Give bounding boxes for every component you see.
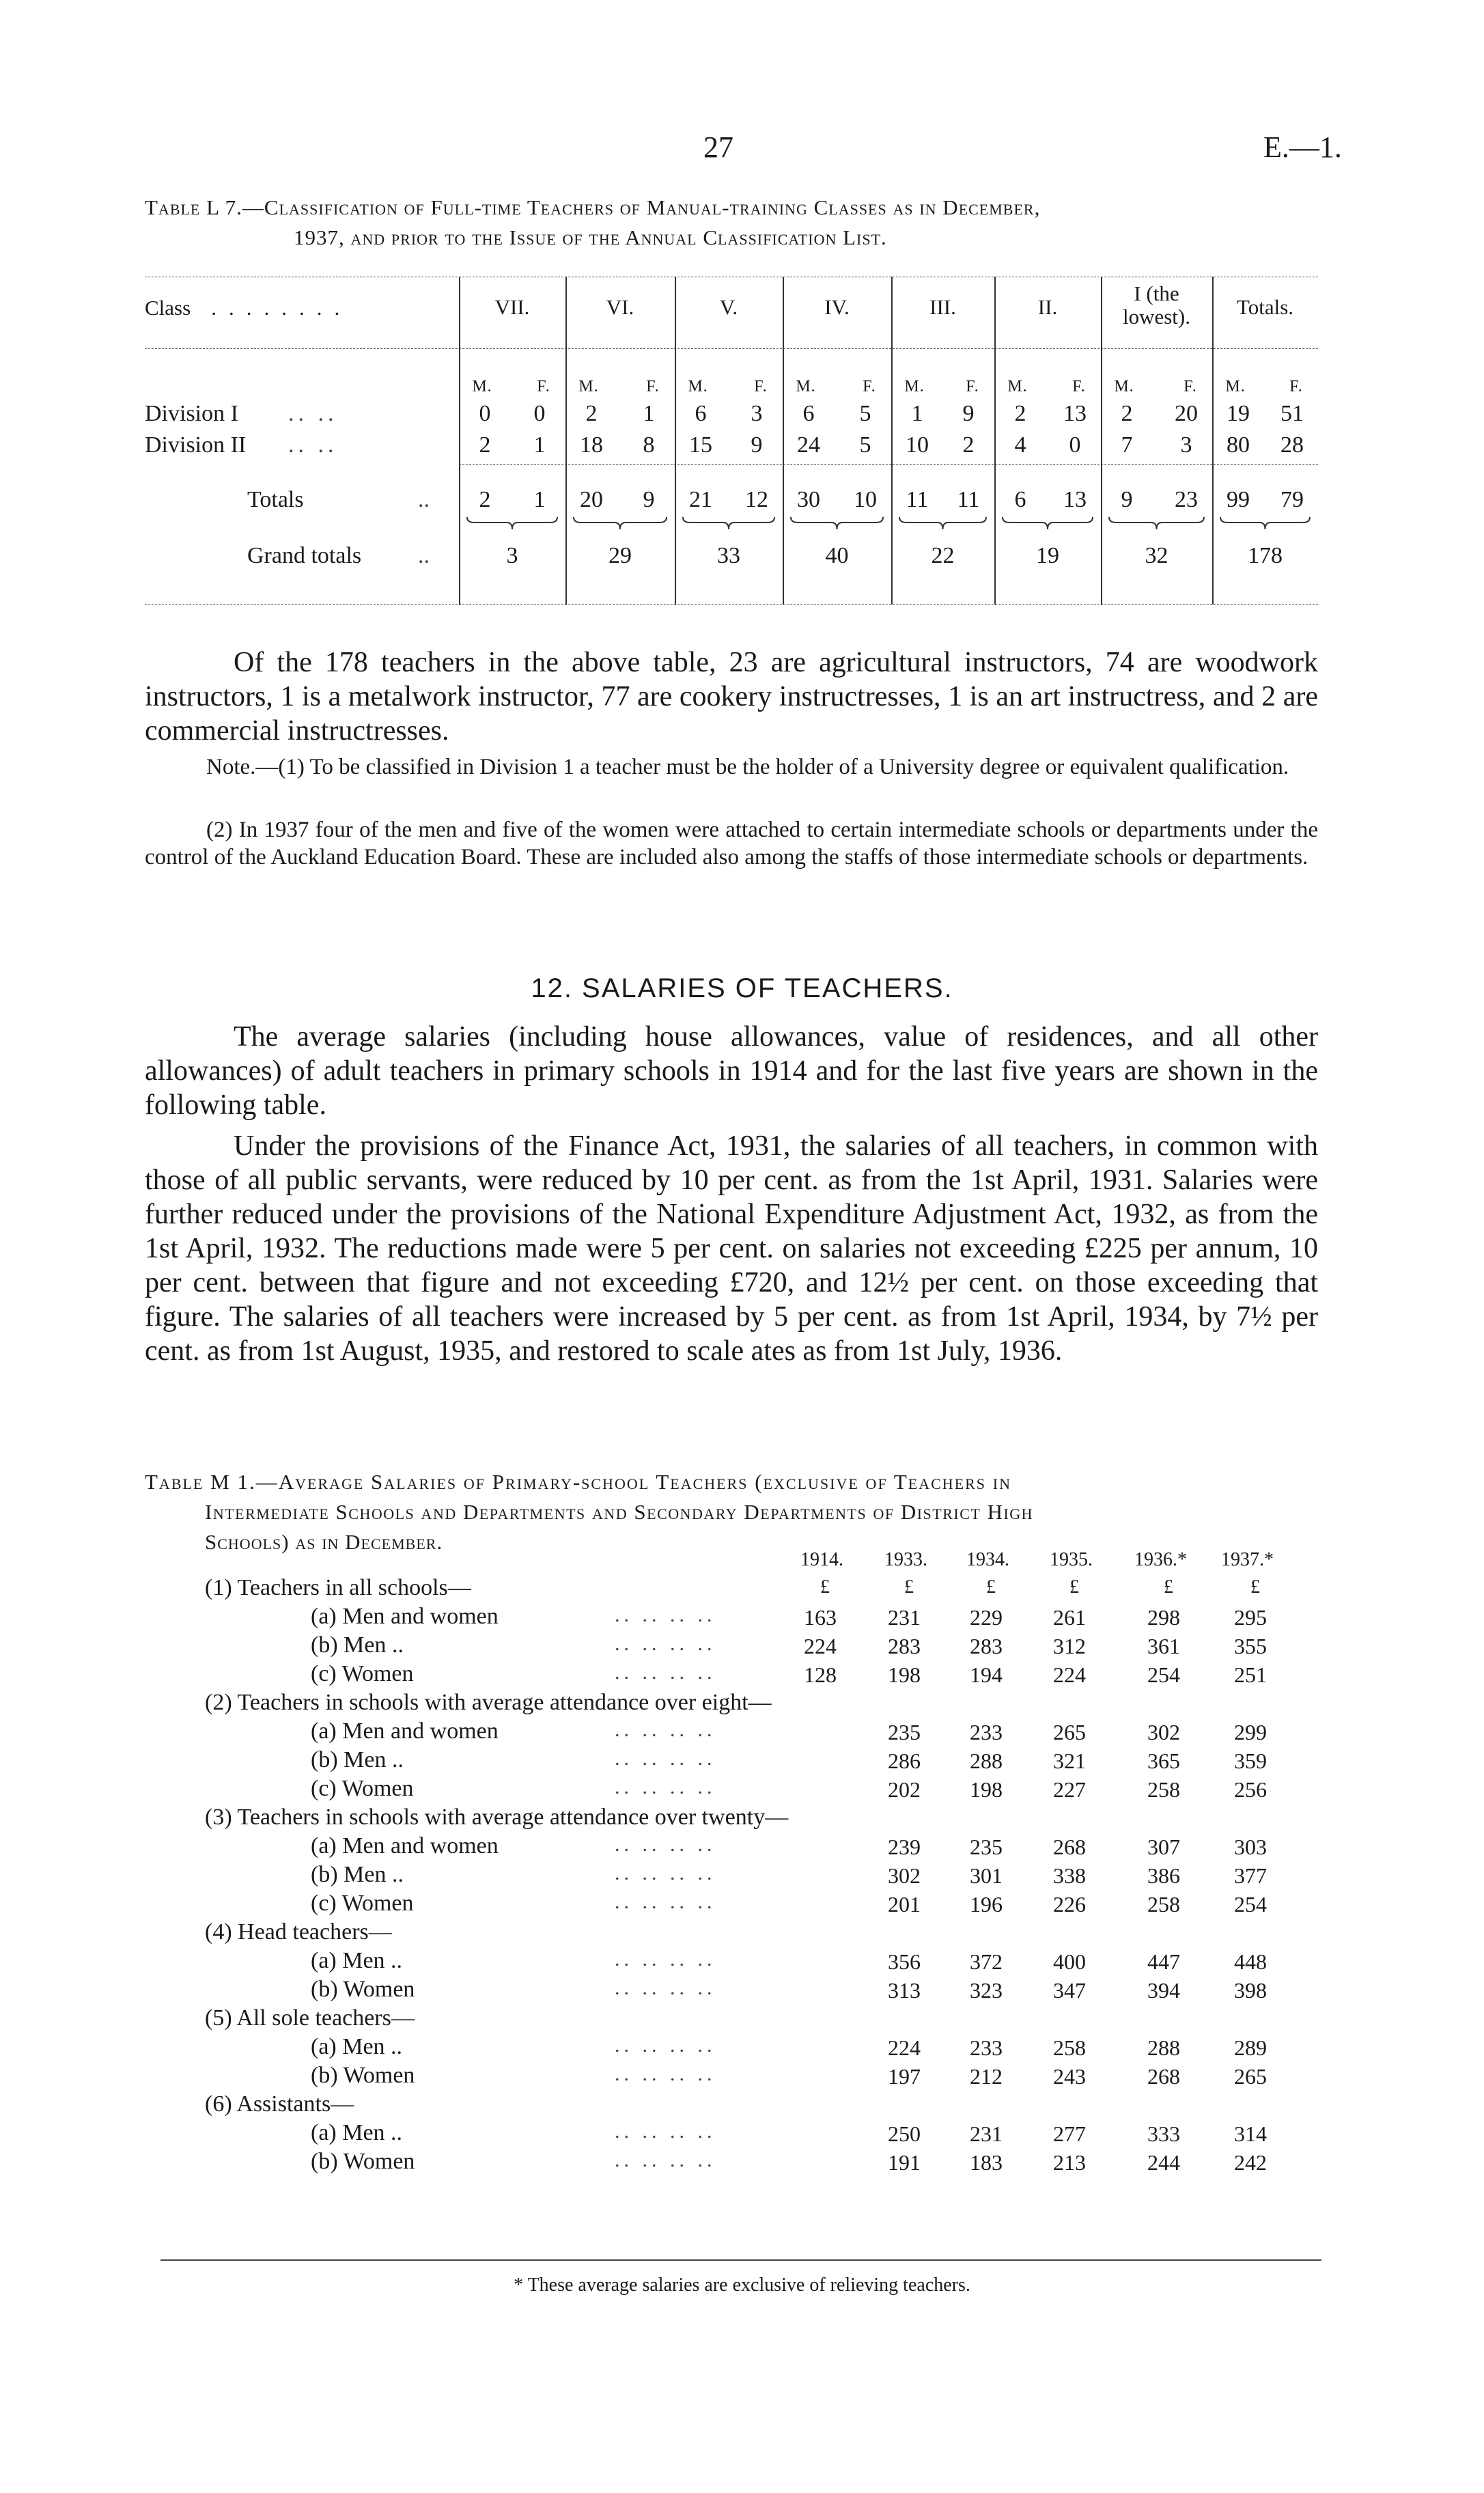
row-leader-3-2: .. .. .. .. <box>615 1891 716 1913</box>
row-label-6-0: (a) Men .. <box>311 2120 403 2145</box>
value-6-0-5: 314 <box>1234 2121 1267 2146</box>
value-3-1-4: 386 <box>1147 1863 1180 1888</box>
label-f-1: F. <box>646 378 660 395</box>
value-2-0-1: 235 <box>888 1720 921 1744</box>
value-2-1-2: 288 <box>970 1749 1003 1773</box>
group-heading-1: (1) Teachers in all schools— <box>205 1575 471 1600</box>
value-1-2-2: 194 <box>970 1662 1003 1687</box>
grand-total-4: 22 <box>931 543 955 568</box>
row-label-5-0: (a) Men .. <box>311 2034 403 2059</box>
column-header-0: VII. <box>494 295 530 319</box>
label-m-5: M. <box>1007 378 1028 395</box>
value-4-1-5: 398 <box>1234 1978 1267 2003</box>
label-m-0: M. <box>472 378 492 395</box>
label-m-7: M. <box>1225 378 1246 395</box>
totals-rule <box>459 464 1318 465</box>
table-m1-caption-line3: Schools) as in December. <box>205 1530 443 1554</box>
value-6-0-1: 250 <box>888 2121 921 2146</box>
section-heading: 12. SALARIES OF TEACHERS. <box>531 973 953 1003</box>
totals-c0: 2 <box>479 487 491 512</box>
row-label-2-0: (a) Men and women <box>311 1718 499 1744</box>
cell-r2-c3: 8 <box>643 432 655 458</box>
cell-r2-c8: 10 <box>906 432 929 458</box>
group-heading-6: (6) Assistants— <box>205 2091 354 2117</box>
row-leader-3-1: .. .. .. .. <box>615 1862 716 1884</box>
totals-c9: 11 <box>957 487 980 512</box>
value-6-1-1: 191 <box>888 2150 921 2175</box>
label-m-3: M. <box>796 378 816 395</box>
cell-r1-c0: 0 <box>479 401 491 426</box>
year-header-3: 1935. <box>1050 1549 1093 1570</box>
value-2-0-5: 299 <box>1234 1720 1267 1744</box>
year-header-4: 1936.* <box>1134 1549 1187 1570</box>
cell-r1-c14: 19 <box>1227 401 1250 426</box>
totals-c14: 99 <box>1227 487 1250 512</box>
value-6-1-5: 242 <box>1234 2150 1267 2175</box>
row-leader-6-0: .. .. .. .. <box>615 2120 716 2143</box>
group-heading-3: (3) Teachers in schools with average attendance over twenty— <box>205 1805 789 1830</box>
value-4-0-2: 372 <box>970 1949 1003 1974</box>
brace-4 <box>898 516 988 531</box>
value-3-2-3: 226 <box>1053 1892 1086 1917</box>
note-1: Note.—(1) To be classified in Division 1 a teacher must be the holder of a University degree or equivalent qualification. <box>206 755 1289 779</box>
page-number: 27 <box>703 130 733 164</box>
value-2-0-3: 265 <box>1053 1720 1086 1744</box>
totals-c6: 30 <box>797 487 820 512</box>
row-leader-4-0: .. .. .. .. <box>615 1948 716 1970</box>
value-1-0-2: 229 <box>970 1605 1003 1630</box>
value-1-0-3: 261 <box>1053 1605 1086 1630</box>
table-m1-caption-line2: Intermediate Schools and Departments and Secondary Departments of District High <box>205 1500 1034 1524</box>
group-heading-2: (2) Teachers in schools with average attendance over eight— <box>205 1690 772 1715</box>
cell-r1-c11: 13 <box>1063 401 1087 426</box>
note-2: (2) In 1937 four of the men and five of the women were attached to certain intermediate schools or departments under the control of the Auckland Education Board. These are included also among the staffs of those intermediate schools or departments. <box>145 818 1318 869</box>
totals-c12: 9 <box>1121 487 1133 512</box>
grand-total-7: 178 <box>1248 543 1283 568</box>
value-3-2-5: 254 <box>1234 1892 1267 1917</box>
label-m-4: M. <box>904 378 925 395</box>
cell-r1-c2: 2 <box>585 401 598 426</box>
currency-1: £ <box>904 1576 914 1598</box>
value-6-1-4: 244 <box>1147 2150 1180 2175</box>
document-reference: E.—1. <box>1263 130 1342 164</box>
grand-totals-leader: .. <box>418 543 430 568</box>
value-1-1-4: 361 <box>1147 1634 1180 1658</box>
totals-c11: 13 <box>1063 487 1087 512</box>
value-1-0-0: 163 <box>804 1605 837 1630</box>
totals-c5: 12 <box>745 487 768 512</box>
cell-r2-c14: 80 <box>1227 432 1250 458</box>
row-label-2-1: (b) Men .. <box>311 1747 404 1772</box>
value-2-1-3: 321 <box>1053 1749 1086 1773</box>
group-heading-5: (5) All sole teachers— <box>205 2005 415 2031</box>
label-f-7: F. <box>1289 378 1303 395</box>
value-1-0-5: 295 <box>1234 1605 1267 1630</box>
row-label-3-0: (a) Men and women <box>311 1833 499 1858</box>
cell-r2-c2: 18 <box>580 432 603 458</box>
value-1-2-4: 254 <box>1147 1662 1180 1687</box>
cell-r1-c4: 6 <box>695 401 707 426</box>
value-3-0-5: 303 <box>1234 1835 1267 1859</box>
row-leader-5-0: .. .. .. .. <box>615 2034 716 2057</box>
currency-3: £ <box>1069 1576 1079 1598</box>
value-5-0-3: 258 <box>1053 2035 1086 2060</box>
value-4-0-1: 356 <box>888 1949 921 1974</box>
cell-r1-c6: 6 <box>802 401 815 426</box>
value-5-1-1: 197 <box>888 2064 921 2089</box>
brace-3 <box>789 516 884 531</box>
year-header-5: 1937.* <box>1221 1549 1274 1570</box>
value-6-1-3: 213 <box>1053 2150 1086 2175</box>
cell-r2-c12: 7 <box>1121 432 1133 458</box>
cell-r1-c13: 20 <box>1175 401 1198 426</box>
value-3-0-2: 235 <box>970 1835 1003 1859</box>
value-1-2-3: 224 <box>1053 1662 1086 1687</box>
value-3-1-5: 377 <box>1234 1863 1267 1888</box>
currency-2: £ <box>986 1576 996 1598</box>
label-m-6: M. <box>1114 378 1134 395</box>
table-bottom-rule <box>145 604 1318 605</box>
value-4-1-3: 347 <box>1053 1978 1086 2003</box>
row-label-5-1: (b) Women <box>311 2063 415 2088</box>
row-leader-2-2: .. .. .. .. <box>615 1776 716 1798</box>
row-leader-3-0: .. .. .. .. <box>615 1833 716 1856</box>
label-f-2: F. <box>754 378 768 395</box>
value-1-2-1: 198 <box>888 1662 921 1687</box>
cell-r2-c6: 24 <box>797 432 820 458</box>
grand-total-5: 19 <box>1036 543 1059 568</box>
cell-r2-c1: 1 <box>533 432 546 458</box>
value-5-0-2: 233 <box>970 2035 1003 2060</box>
column-header-6: I (the lowest). <box>1122 281 1190 329</box>
totals-c15: 79 <box>1280 487 1304 512</box>
row-label-4-1: (b) Women <box>311 1977 415 2002</box>
label-f-5: F. <box>1072 378 1086 395</box>
value-4-0-5: 448 <box>1234 1949 1267 1974</box>
value-6-1-2: 183 <box>970 2150 1003 2175</box>
cell-r1-c12: 2 <box>1121 401 1133 426</box>
grand-total-3: 40 <box>825 543 849 568</box>
row-leader-6-1: .. .. .. .. <box>615 2149 716 2171</box>
cell-r2-c15: 28 <box>1280 432 1304 458</box>
value-3-0-1: 239 <box>888 1835 921 1859</box>
value-5-1-4: 268 <box>1147 2064 1180 2089</box>
value-2-1-4: 365 <box>1147 1749 1180 1773</box>
value-2-1-1: 286 <box>888 1749 921 1773</box>
grand-total-6: 32 <box>1145 543 1168 568</box>
value-4-1-1: 313 <box>888 1978 921 2003</box>
currency-4: £ <box>1164 1576 1173 1598</box>
label-f-4: F. <box>966 378 979 395</box>
value-1-2-0: 128 <box>804 1662 837 1687</box>
value-2-2-4: 258 <box>1147 1777 1180 1802</box>
value-5-1-5: 265 <box>1234 2064 1267 2089</box>
cell-r1-c5: 3 <box>751 401 763 426</box>
cell-r2-c7: 5 <box>859 432 871 458</box>
grand-total-1: 29 <box>608 543 632 568</box>
row-leader-1-2: .. .. .. .. <box>615 1661 716 1684</box>
cell-r1-c9: 9 <box>962 401 975 426</box>
paragraph-teachers-summary: Of the 178 teachers in the above table, 23 are agricultural instructors, 74 are woodwork instructors, 1 is a metalwork instructor, 77 are cookery instructresses, 1 is an art instructress, and 2 are commercial instructresses. <box>145 647 1318 747</box>
year-header-0: 1914. <box>800 1549 843 1570</box>
cell-r2-c9: 2 <box>962 432 975 458</box>
paragraph-average-salaries: The average salaries (including house allowances, value of residences, and all other allowances) of adult teachers in primary schools in 1914 and for the last five years are shown in the following table. <box>145 1021 1318 1121</box>
value-3-2-4: 258 <box>1147 1892 1180 1917</box>
footnote: * These average salaries are exclusive of relieving teachers. <box>514 2274 970 2296</box>
value-3-2-2: 196 <box>970 1892 1003 1917</box>
brace-2 <box>682 516 776 531</box>
cell-r1-c15: 51 <box>1280 401 1304 426</box>
value-3-1-1: 302 <box>888 1863 921 1888</box>
value-6-0-2: 231 <box>970 2121 1003 2146</box>
value-5-0-4: 288 <box>1147 2035 1180 2060</box>
cell-r2-c10: 4 <box>1014 432 1026 458</box>
year-header-1: 1933. <box>884 1549 927 1570</box>
row-leader-5-1: .. .. .. .. <box>615 2063 716 2085</box>
label-m-1: M. <box>578 378 599 395</box>
row-leader-1: .. .. <box>288 401 338 426</box>
value-5-1-3: 243 <box>1053 2064 1086 2089</box>
header-rule <box>145 348 1318 349</box>
brace-5 <box>1001 516 1094 531</box>
value-3-1-2: 301 <box>970 1863 1003 1888</box>
grand-total-2: 33 <box>717 543 740 568</box>
table-l7 <box>145 277 1318 604</box>
value-1-1-0: 224 <box>804 1634 837 1658</box>
row-label-6-1: (b) Women <box>311 2149 415 2174</box>
cell-r2-c11: 0 <box>1069 432 1081 458</box>
cell-r2-c5: 9 <box>751 432 763 458</box>
totals-c3: 9 <box>643 487 655 512</box>
column-header-3: IV. <box>824 295 850 319</box>
cell-r1-c7: 5 <box>859 401 871 426</box>
totals-c8: 11 <box>906 487 929 512</box>
year-header-2: 1934. <box>966 1549 1009 1570</box>
value-2-2-1: 202 <box>888 1777 921 1802</box>
value-3-2-1: 201 <box>888 1892 921 1917</box>
value-2-2-5: 256 <box>1234 1777 1267 1802</box>
cell-r1-c8: 1 <box>911 401 923 426</box>
value-1-0-1: 231 <box>888 1605 921 1630</box>
value-5-1-2: 212 <box>970 2064 1003 2089</box>
currency-5: £ <box>1250 1576 1260 1598</box>
row-label-1-0: (a) Men and women <box>311 1604 499 1629</box>
row-label-3-1: (b) Men .. <box>311 1862 404 1887</box>
column-header-7: Totals. <box>1236 295 1294 319</box>
row-label-1-2: (c) Women <box>311 1661 414 1686</box>
row-label-3-2: (c) Women <box>311 1891 414 1916</box>
currency-0: £ <box>820 1576 830 1598</box>
grand-total-0: 3 <box>506 543 518 568</box>
totals-c1: 1 <box>533 487 546 512</box>
paragraph-finance-act: Under the provisions of the Finance Act, 1931, the salaries of all teachers, in common with those of all public servants, were reduced by 10 per cent. as from the 1st April, 1931. Salaries were further reduced under the provisions of the National Expenditure Adjustment Act, 1932, as from the 1st April, 1932. The reductions made were 5 per cent. on salaries not exceeding £225 per annum, 10 per cent. between that figure and not exceeding £720, and 12½ per cent. on those exceeding that figure. The salaries of all teachers were increased by 5 per cent. as from 1st April, 1934, by 7½ per cent. as from 1st August, 1935, and restored to scale ates as from 1st July, 1936. <box>145 1130 1318 1367</box>
table-l7-caption-line2: 1937, and prior to the Issue of the Annual Classification List. <box>294 225 887 249</box>
value-4-1-4: 394 <box>1147 1978 1180 2003</box>
grand-totals-label: Grand totals <box>247 543 362 568</box>
value-1-1-1: 283 <box>888 1634 921 1658</box>
column-header-5: II. <box>1037 295 1058 319</box>
row-leader-1-0: .. .. .. .. <box>615 1604 716 1626</box>
cell-r1-c1: 0 <box>533 401 546 426</box>
totals-c2: 20 <box>580 487 603 512</box>
brace-6 <box>1108 516 1205 531</box>
value-2-0-4: 302 <box>1147 1720 1180 1744</box>
table-m1-caption-line1: Table M 1.—Average Salaries of Primary-school Teachers (exclusive of Teachers in <box>145 1470 1012 1494</box>
group-heading-4: (4) Head teachers— <box>205 1919 392 1945</box>
value-5-0-5: 289 <box>1234 2035 1267 2060</box>
brace-1 <box>572 516 668 531</box>
value-6-0-4: 333 <box>1147 2121 1180 2146</box>
value-1-1-2: 283 <box>970 1634 1003 1658</box>
label-f-6: F. <box>1184 378 1197 395</box>
table-l7-caption-line1: Table L 7.—Classification of Full-time Teachers of Manual-training Classes as in December, <box>145 195 1041 219</box>
value-3-0-4: 307 <box>1147 1835 1180 1859</box>
cell-r2-c4: 15 <box>689 432 712 458</box>
row-label-1-1: (b) Men .. <box>311 1632 404 1658</box>
totals-c10: 6 <box>1014 487 1026 512</box>
row-leader-2: .. .. <box>288 432 338 458</box>
value-4-0-3: 400 <box>1053 1949 1086 1974</box>
value-3-0-3: 268 <box>1053 1835 1086 1859</box>
cell-r1-c3: 1 <box>643 401 655 426</box>
column-header-4: III. <box>929 295 956 319</box>
value-2-1-5: 359 <box>1234 1749 1267 1773</box>
label-f-0: F. <box>537 378 550 395</box>
totals-c13: 23 <box>1175 487 1198 512</box>
totals-c7: 10 <box>854 487 877 512</box>
cell-r2-c13: 3 <box>1180 432 1192 458</box>
value-2-2-3: 227 <box>1053 1777 1086 1802</box>
column-header-2: V. <box>719 295 738 319</box>
value-5-0-1: 224 <box>888 2035 921 2060</box>
value-1-1-5: 355 <box>1234 1634 1267 1658</box>
row-leader-1-1: .. .. .. .. <box>615 1632 716 1655</box>
value-4-1-2: 323 <box>970 1978 1003 2003</box>
table-m1-bottom-rule <box>160 2259 1321 2261</box>
label-m-2: M. <box>688 378 708 395</box>
row-label-2: Division II <box>145 432 247 458</box>
row-leader-2-0: .. .. .. .. <box>615 1718 716 1741</box>
totals-c4: 21 <box>689 487 712 512</box>
row-leader-4-1: .. .. .. .. <box>615 1977 716 1999</box>
totals-leader: .. <box>418 487 430 512</box>
value-3-1-3: 338 <box>1053 1863 1086 1888</box>
row-label-2-2: (c) Women <box>311 1776 414 1801</box>
cell-r2-c0: 2 <box>479 432 491 458</box>
row-label-1: Division I <box>145 401 238 426</box>
brace-7 <box>1219 516 1311 531</box>
value-2-2-2: 198 <box>970 1777 1003 1802</box>
label-f-3: F. <box>863 378 876 395</box>
value-1-1-3: 312 <box>1053 1634 1086 1658</box>
cell-r1-c10: 2 <box>1014 401 1026 426</box>
value-4-0-4: 447 <box>1147 1949 1180 1974</box>
row-leader-2-1: .. .. .. .. <box>615 1747 716 1770</box>
value-1-0-4: 298 <box>1147 1605 1180 1630</box>
totals-label: Totals <box>247 487 304 512</box>
value-6-0-3: 277 <box>1053 2121 1086 2146</box>
brace-0 <box>466 516 559 531</box>
value-1-2-5: 251 <box>1234 1662 1267 1687</box>
column-header-1: VI. <box>606 295 634 319</box>
class-label: Class ........ <box>145 296 352 320</box>
row-label-4-0: (a) Men .. <box>311 1948 403 1973</box>
value-2-0-2: 233 <box>970 1720 1003 1744</box>
